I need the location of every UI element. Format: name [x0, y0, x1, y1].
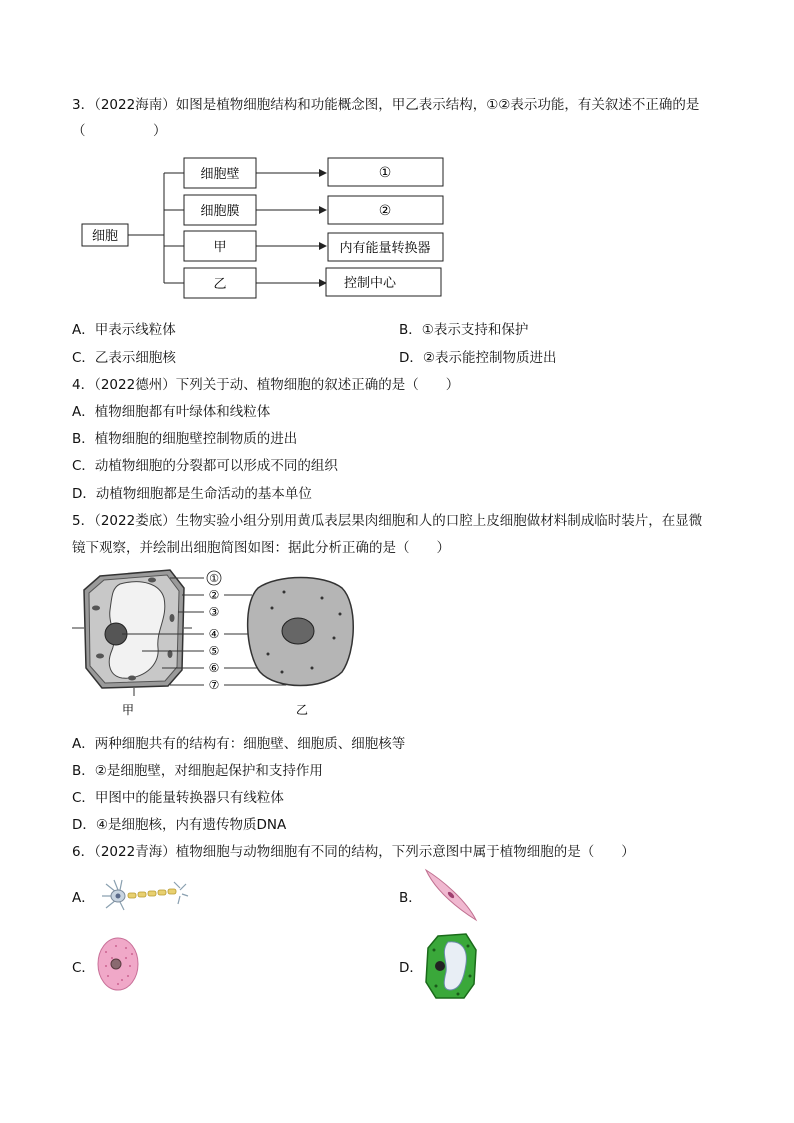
q5-option-b[interactable]: B．②是细胞壁，对细胞起保护和支持作用: [72, 763, 323, 779]
figure-label-5: ⑤: [208, 644, 220, 658]
q3-option-d[interactable]: D．②表示能控制物质进出: [399, 350, 557, 366]
diagram-function-label-4: 控制中心: [343, 276, 397, 291]
neuron-cell-icon: [98, 876, 192, 916]
q5-option-a[interactable]: A．两种细胞共有的结构有：细胞壁、细胞质、细胞核等: [72, 736, 406, 752]
diagram-branch-label-4: 乙: [213, 277, 227, 292]
q6-option-a[interactable]: A．: [72, 890, 95, 906]
figure-caption-left: 甲: [121, 703, 135, 717]
q6-option-b[interactable]: B．: [399, 890, 422, 906]
q5-stem-line1: 5．（2022娄底）生物实验小组分别用黄瓜表层果肉细胞和人的口腔上皮细胞做材料制成临时装片，在显微: [72, 513, 703, 529]
diagram-function-label-1: ①: [378, 165, 392, 181]
diagram-branch-label-3: 甲: [213, 240, 227, 255]
q4-option-d[interactable]: D．动植物细胞都是生命活动的基本单位: [72, 486, 312, 502]
diagram-function-label-2: ②: [378, 203, 392, 219]
plant-cell-drawing: [72, 570, 192, 696]
q5-option-d[interactable]: D．④是细胞核，内有遗传物质DNA: [72, 817, 287, 833]
q4-stem: 4．（2022德州）下列关于动、植物细胞的叙述正确的是（ ）: [72, 377, 460, 393]
figure-label-2: ②: [208, 588, 220, 602]
figure-label-3: ③: [208, 605, 220, 619]
animal-cell-icon: [96, 936, 140, 992]
animal-cell-drawing: [248, 578, 354, 686]
q5-cell-figure: [72, 568, 362, 720]
q3-concept-diagram: [80, 152, 460, 304]
diagram-branch-label-1: 细胞壁: [200, 167, 240, 182]
muscle-cell-icon: [422, 866, 480, 924]
diagram-function-label-3: 内有能量转换器: [339, 241, 431, 256]
figure-label-1: ①: [209, 572, 219, 585]
q6-option-d[interactable]: D．: [399, 960, 423, 976]
q3-option-b[interactable]: B．①表示支持和保护: [399, 322, 529, 338]
q3-stem-line2: （ ）: [72, 123, 167, 139]
q4-option-a[interactable]: A．植物细胞都有叶绿体和线粒体: [72, 404, 271, 420]
q3-option-a[interactable]: A．甲表示线粒体: [72, 322, 176, 338]
figure-label-4: ④: [208, 627, 220, 641]
figure-label-6: ⑥: [208, 661, 220, 675]
diagram-root-label: 细胞: [91, 229, 119, 244]
figure-caption-right: 乙: [295, 703, 309, 717]
q5-option-c[interactable]: C．甲图中的能量转换器只有线粒体: [72, 790, 284, 806]
q6-stem: 6．（2022青海）植物细胞与动物细胞有不同的结构，下列示意图中属于植物细胞的是（ ）: [72, 844, 635, 860]
q6-option-c[interactable]: C．: [72, 960, 95, 976]
animal-nucleus: [282, 618, 314, 644]
figure-label-7: ⑦: [208, 678, 220, 692]
diagram-branch-label-2: 细胞膜: [200, 204, 240, 219]
q3-option-c[interactable]: C．乙表示细胞核: [72, 350, 176, 366]
plant-cell-icon: [424, 932, 478, 1000]
q4-option-c[interactable]: C．动植物细胞的分裂都可以形成不同的组织: [72, 458, 338, 474]
q4-option-b[interactable]: B．植物细胞的细胞壁控制物质的进出: [72, 431, 298, 447]
q5-stem-line2: 镜下观察，并绘制出细胞简图如图：据此分析正确的是（ ）: [72, 540, 450, 556]
q3-stem-line1: 3．（2022海南）如图是植物细胞结构和功能概念图，甲乙表示结构，①②表示功能，有关叙述不正确的是: [72, 97, 700, 113]
